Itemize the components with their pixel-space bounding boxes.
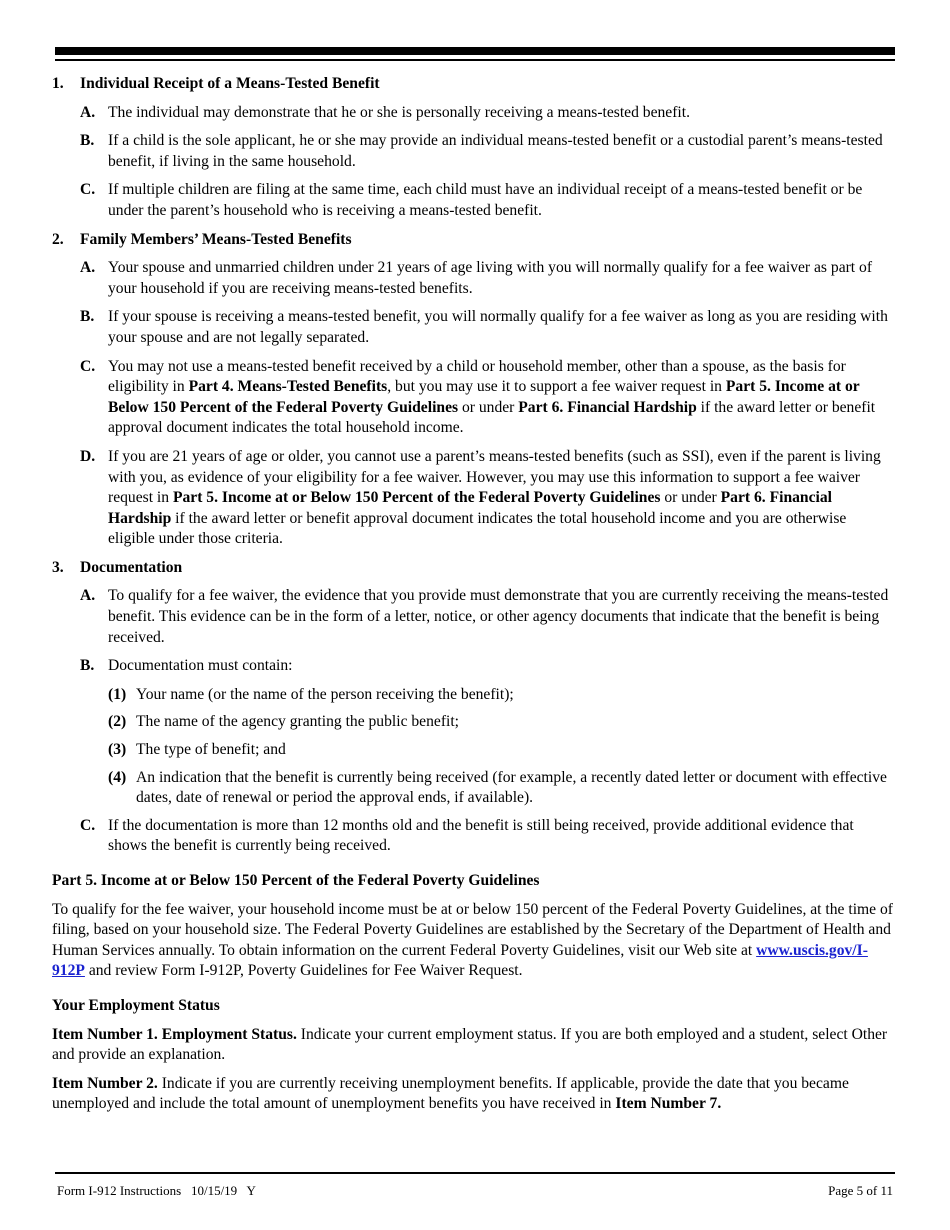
sub-item-label: (3) — [108, 741, 127, 759]
part-5-paragraph — [52, 900, 894, 982]
footer-rule — [55, 1172, 895, 1174]
paragraph-text: To qualify for the fee waiver, your household income must be at or below 150 percent of the Federal Poverty Guidelines, at the time of filing, based on your household size. The Federal Poverty Guidelines are established by the Secretary of the Department of Health and Human Services annually. To obtain information on the current Federal Poverty Guidelines, visit our Web site at — [52, 900, 893, 959]
list-item — [52, 357, 894, 439]
part-reference: Part 6. Financial Hardship — [108, 489, 832, 527]
item-number-label: Item Number 2. — [52, 1074, 158, 1092]
section-2-title — [52, 230, 894, 251]
item-number-label: Item Number 1. Employment Status. — [52, 1025, 297, 1043]
list-item — [52, 131, 894, 172]
header-rule-thick — [55, 47, 895, 55]
item-text: if the award letter or benefit approval document indicates the total household income. — [108, 398, 876, 437]
item-label: A. — [80, 259, 96, 277]
section-title-text: Individual Receipt of a Means-Tested Benefit — [80, 75, 380, 92]
sub-list-item — [52, 740, 894, 761]
item-text: If you are 21 years of age or older, you cannot use a parent’s means-tested benefits (such as SSI), even if the parent is living with you, as evidence of your eligibility for a fee waiver. However, you may use this information to support a fee waiver request in — [108, 447, 881, 507]
part-reference: Part 4. Means-Tested Benefits — [188, 378, 388, 396]
item-text: If multiple children are filing at the same time, each child must have an individual receipt of a means-tested benefit or be under the parent’s household who is receiving a means-tested benefit. — [108, 181, 863, 219]
section-3-title — [52, 558, 894, 579]
uscis-link[interactable]: www.uscis.gov/I-912P — [52, 941, 868, 980]
section-title-text: Family Members’ Means-Tested Benefits — [80, 230, 352, 248]
section-1-title — [52, 74, 894, 95]
employment-heading: Your Employment Status — [52, 996, 220, 1014]
item-label: C. — [80, 357, 96, 375]
item-text: or under — [660, 489, 721, 507]
sub-list-item — [52, 768, 894, 809]
sub-item-label: (1) — [108, 685, 127, 703]
paragraph-text: Indicate if you are currently receiving unemployment benefits. If applicable, provide the date that you became unemployed and include the total amount of unemployment benefits you have received in — [52, 1074, 849, 1113]
list-item — [52, 816, 894, 857]
item-text: Documentation must contain: — [108, 657, 293, 675]
item-label: D. — [80, 447, 96, 465]
item-label: A. — [80, 587, 96, 605]
item-text: , but you may use it to support a fee waiver request in — [387, 378, 726, 396]
sub-item-text: The type of benefit; and — [136, 741, 286, 759]
item-label: B. — [80, 132, 95, 150]
paragraph-text: Indicate your current employment status. If you are both employed and a student, select Other and provide an explanation. — [52, 1025, 888, 1064]
sub-list-item — [52, 685, 894, 706]
page-number: Page 5 of 11 — [828, 1183, 893, 1198]
list-item — [52, 103, 894, 124]
item-text: If your spouse is receiving a means-tested benefit, you will normally qualify for a fee waiver as long as you are residing with your spouse and are not legally separated. — [108, 308, 888, 346]
part-5-heading: Part 5. Income at or Below 150 Percent of the Federal Poverty Guidelines — [52, 872, 540, 889]
list-item — [52, 180, 894, 221]
item-label: A. — [80, 103, 96, 121]
item-text: The individual may demonstrate that he or she is personally receiving a means-tested benefit. — [108, 103, 690, 121]
part-reference: Part 5. Income at or Below 150 Percent of the Federal Poverty Guidelines — [108, 378, 860, 416]
list-item — [52, 258, 894, 299]
page-content — [52, 74, 894, 1123]
sub-item-text: An indication that the benefit is currently being received (for example, a recently dated letter or document with effective dates, date of renewal or period the approval ends, if available). — [136, 768, 887, 807]
item-label: B. — [80, 657, 95, 675]
sub-list-item — [52, 712, 894, 733]
item-text: if the award letter or benefit approval document indicates the total household income and you are otherwise eligible under those criteria. — [108, 509, 847, 548]
list-item — [52, 307, 894, 348]
header-rule-thin — [55, 59, 895, 61]
item-number-1-paragraph — [52, 1025, 894, 1066]
item-text: If the documentation is more than 12 months old and the benefit is still being received, provide additional evidence that shows the benefit is currently being received. — [108, 816, 854, 855]
section-number: 2. — [52, 230, 64, 248]
item-label: B. — [80, 308, 95, 326]
list-item — [52, 447, 894, 550]
item-number-reference: Item Number 7. — [615, 1095, 722, 1113]
item-number-2-paragraph — [52, 1074, 894, 1115]
section-number: 3. — [52, 558, 64, 576]
item-label: C. — [80, 816, 96, 834]
section-number: 1. — [52, 75, 64, 92]
item-text: Your spouse and unmarried children under 21 years of age living with you will normally qualify for a fee waiver as part of your household if you are receiving means-tested benefits. — [108, 259, 873, 297]
list-item — [52, 656, 894, 677]
list-item — [52, 586, 894, 648]
item-label: C. — [80, 181, 96, 199]
sub-item-label: (4) — [108, 768, 127, 786]
sub-item-text: The name of the agency granting the public benefit; — [136, 713, 460, 731]
item-text: or under — [458, 398, 519, 416]
section-title-text: Documentation — [80, 558, 183, 576]
item-text: To qualify for a fee waiver, the evidence that you provide must demonstrate that you are currently receiving the means-tested benefit. This evidence can be in the form of a letter, notice, or other agency documents that indicate that the benefit is being received. — [108, 587, 889, 646]
sub-item-text: Your name (or the name of the person receiving the benefit); — [136, 685, 514, 703]
item-text: If a child is the sole applicant, he or she may provide an individual means-tested benefit or a custodial parent’s means-tested benefit, if living in the same household. — [108, 132, 883, 170]
paragraph-text: and review Form I-912P, Poverty Guidelines for Fee Waiver Request. — [84, 962, 523, 980]
sub-item-label: (2) — [108, 713, 127, 731]
part-reference: Part 5. Income at or Below 150 Percent of the Federal Poverty Guidelines — [172, 489, 661, 507]
item-text: You may not use a means-tested benefit received by a child or household member, other than a spouse, as the basis for eligibility in — [108, 357, 846, 396]
part-reference: Part 6. Financial Hardship — [518, 398, 697, 416]
form-identifier: Form I-912 Instructions 10/15/19 Y — [57, 1183, 256, 1198]
